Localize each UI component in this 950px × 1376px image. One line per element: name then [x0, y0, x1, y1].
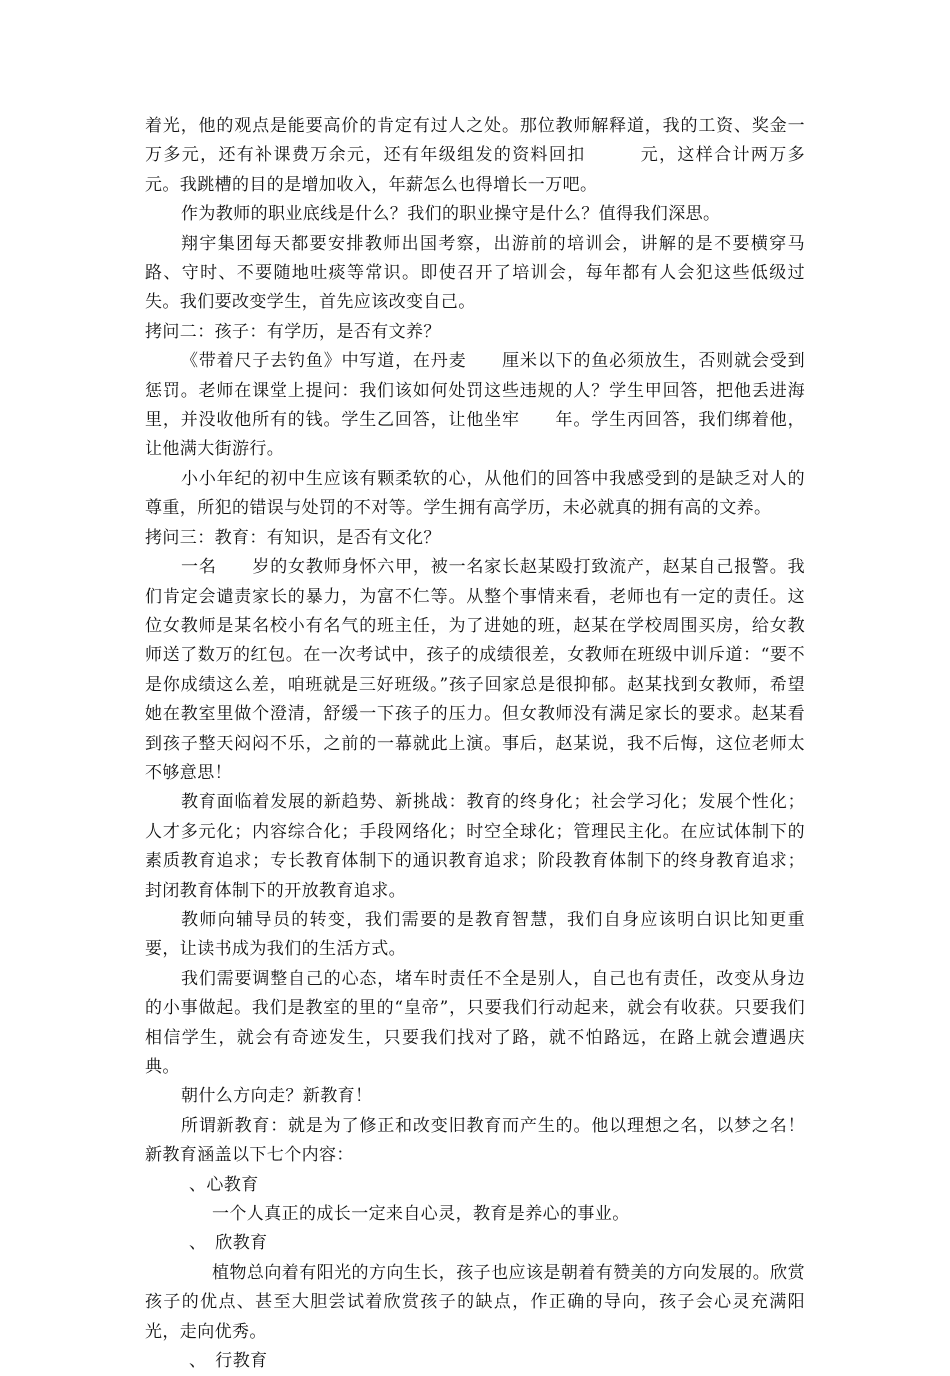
paragraph-new-education-definition: 所谓新教育：就是为了修正和改变旧教育而产生的。他以理想之名，以梦之名！新教育涵盖以下七个内容： — [145, 1115, 805, 1166]
section-heading-question-two: 拷问二：孩子：有学历，是否有文养？ — [145, 321, 441, 342]
paragraph-adjust-mindset: 我们需要调整自己的心态，堵车时责任不全是别人，自己也有责任，改变从身边的小事做起。我们是教室的里的“皇帝”，只要我们行动起来，就会有收获。只要我们相信学生，就会有奇迹发生，只要我们找对了路，就不怕路远，在路上就会遭遇庆典。 — [145, 968, 805, 1077]
paragraph-professional-bottom-line: 作为教师的职业底线是什么？我们的职业操守是什么？值得我们深思。 — [181, 204, 721, 225]
list-item-action-education: 、 行教育 — [189, 1351, 268, 1372]
paragraph-education-trends: 教育面临着发展的新趋势、新挑战：教育的终身化；社会学习化；发展个性化；人才多元化；内容综合化；手段网络化；时空全球化；管理民主化。在应试体制下的素质教育追求；专长教育体制下的通识教育追求；阶段教育体制下的终身教育追求；封闭教育体制下的开放教育追求。 — [145, 792, 805, 901]
paragraph-teacher-incident: 一名 岁的女教师身怀六甲，被一名家长赵某殴打致流产，赵某自己报警。我们肯定会谴责家长的暴力，为富不仁等。从整个事情来看，老师也有一定的责任。这位女教师是某名校小有名气的班主任，为了进她的班，赵某在学校周围买房，给女教师送了数万的红包。在一次考试中，孩子的成绩很差，女教师在班级中训斥道：“要不是你成绩这么差，咱班就是三好班级。”孩子回家总是很抑郁。赵某找到女教师，希望她在教室里做个澄清，舒缓一下孩子的压力。但女教师没有满足家长的要求。赵某看到孩子整天闷闷不乐，之前的一幕就此上演。事后，赵某说，我不后悔，这位老师太不够意思！ — [145, 557, 805, 783]
section-heading-question-three: 拷问三：教育：有知识，是否有文化？ — [145, 527, 441, 548]
paragraph-salary: 着光，他的观点是能要高价的肯定有过人之处。那位教师解释道，我的工资、奖金一万多元，还有补课费万余元，还有年级组发的资料回扣 元，这样合计两万多元。我跳槽的目的是增加收入，年薪怎么也得增长一万吧。 — [145, 116, 805, 195]
list-item-appreciation-education-body: 植物总向着有阳光的方向生长，孩子也应该是朝着有赞美的方向发展的。欣赏孩子的优点、甚至大胆尝试着欣赏孩子的缺点，作正确的导向，孩子会心灵充满阳光，走向优秀。 — [145, 1262, 805, 1342]
list-item-heart-education-body: 一个人真正的成长一定来自心灵，教育是养心的事业。 — [212, 1204, 630, 1225]
paragraph-fishing-ruler: 《带着尺子去钓鱼》中写道，在丹麦 厘米以下的鱼必须放生，否则就会受到惩罚。老师在课堂上提问：我们该如何处罚这些违规的人？学生甲回答，把他丢进海里，并没收他所有的钱。学生乙回答，让他坐牢 年。学生丙回答，我们绑着他，让他满大街游行。 — [145, 351, 805, 460]
document-body — [145, 112, 805, 1376]
list-item-heart-education: 、心教育 — [189, 1174, 259, 1195]
paragraph-which-direction: 朝什么方向走？新教育！ — [181, 1086, 373, 1107]
paragraph-soft-heart: 小小年纪的初中生应该有颗柔软的心，从他们的回答中我感受到的是缺乏对人的尊重，所犯的错误与处罚的不对等。学生拥有高学历，未必就真的拥有高的文养。 — [145, 468, 805, 519]
paragraph-xiangyu-training: 翔宇集团每天都要安排教师出国考察，出游前的培训会，讲解的是不要横穿马路、守时、不要随地吐痰等常识。即使召开了培训会，每年都有人会犯这些低级过失。我们要改变学生，首先应该改变自己。 — [145, 233, 805, 313]
list-item-appreciation-education: 、 欣教育 — [189, 1233, 268, 1254]
paragraph-teacher-to-counselor: 教师向辅导员的转变，我们需要的是教育智慧，我们自身应该明白识比知更重要，让读书成为我们的生活方式。 — [145, 909, 805, 960]
